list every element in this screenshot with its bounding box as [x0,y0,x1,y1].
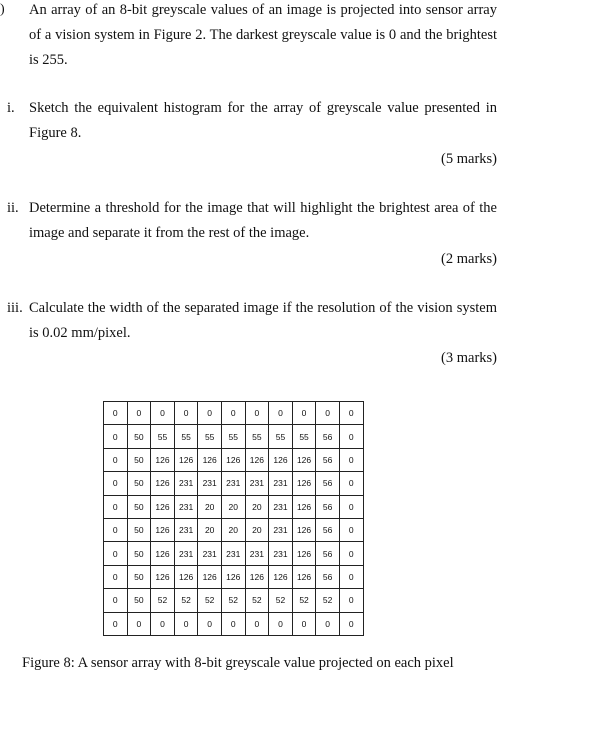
pixel-cell: 56 [316,495,340,518]
pixel-cell: 231 [245,542,269,565]
pixel-cell: 52 [316,589,340,612]
table-row [104,425,364,448]
pixel-cell: 0 [292,612,316,635]
pixel-cell: 126 [245,448,269,471]
question-i-marks: (5 marks) [441,151,497,167]
table-row [104,542,364,565]
pixel-cell: 0 [104,425,128,448]
pixel-cell: 126 [151,495,175,518]
pixel-cell: 126 [292,472,316,495]
pixel-cell: 0 [104,402,128,425]
pixel-cell: 0 [339,542,363,565]
pixel-cell: 0 [221,612,245,635]
pixel-cell: 0 [104,589,128,612]
pixel-cell: 231 [245,472,269,495]
pixel-cell: 0 [151,402,175,425]
pixel-cell: 50 [127,472,151,495]
pixel-cell: 0 [339,448,363,471]
pixel-cell: 231 [174,472,198,495]
pixel-cell: 55 [292,425,316,448]
question-iii-marks: (3 marks) [441,350,497,366]
pixel-cell: 231 [198,472,222,495]
pixel-cell: 126 [174,448,198,471]
pixel-cell: 55 [245,425,269,448]
pixel-cell: 231 [221,472,245,495]
pixel-cell: 231 [198,542,222,565]
pixel-cell: 50 [127,565,151,588]
pixel-cell: 52 [245,589,269,612]
table-row [104,402,364,425]
intro-marker: ) [0,2,5,17]
pixel-cell: 50 [127,448,151,471]
pixel-cell: 20 [198,518,222,541]
pixel-cell: 0 [198,612,222,635]
question-ii-text: Determine a threshold for the image that will highlight the brightest area of the image and separate it from the rest of the image. [29,200,497,241]
pixel-cell: 126 [245,565,269,588]
pixel-cell: 50 [127,542,151,565]
pixel-cell: 56 [316,518,340,541]
pixel-cell: 55 [174,425,198,448]
pixel-cell: 20 [245,495,269,518]
pixel-cell: 50 [127,589,151,612]
pixel-cell: 231 [269,472,293,495]
pixel-cell: 126 [174,565,198,588]
pixel-cell: 126 [292,495,316,518]
pixel-cell: 126 [151,472,175,495]
pixel-cell: 126 [198,448,222,471]
pixel-cell: 126 [151,542,175,565]
pixel-cell: 50 [127,495,151,518]
pixel-cell: 0 [292,402,316,425]
pixel-cell: 0 [104,518,128,541]
pixel-cell: 0 [245,612,269,635]
pixel-cell: 20 [245,518,269,541]
pixel-cell: 0 [198,402,222,425]
pixel-cell: 0 [339,495,363,518]
pixel-cell: 0 [104,472,128,495]
pixel-cell: 231 [174,495,198,518]
pixel-cell: 56 [316,448,340,471]
pixel-cell: 52 [221,589,245,612]
pixel-cell: 126 [292,448,316,471]
pixel-cell: 126 [269,448,293,471]
table-row [104,612,364,635]
pixel-cell: 52 [269,589,293,612]
pixel-cell: 52 [292,589,316,612]
pixel-cell: 126 [269,565,293,588]
question-i-text: Sketch the equivalent histogram for the array of greyscale value presented in Figure 8. [29,100,497,141]
pixel-cell: 50 [127,425,151,448]
pixel-cell: 0 [339,402,363,425]
pixel-cell: 0 [339,589,363,612]
pixel-cell: 52 [174,589,198,612]
pixel-cell: 50 [127,518,151,541]
pixel-cell: 0 [174,612,198,635]
pixel-cell: 0 [151,612,175,635]
pixel-cell: 55 [198,425,222,448]
pixel-cell: 56 [316,472,340,495]
pixel-cell: 126 [198,565,222,588]
pixel-cell: 0 [339,518,363,541]
pixel-cell: 0 [221,402,245,425]
pixel-cell: 0 [269,402,293,425]
pixel-cell: 52 [151,589,175,612]
pixel-cell: 56 [316,542,340,565]
pixel-cell: 0 [104,565,128,588]
pixel-cell: 126 [151,518,175,541]
pixel-cell: 20 [198,495,222,518]
pixel-cell: 0 [339,612,363,635]
pixel-cell: 0 [245,402,269,425]
pixel-cell: 126 [292,565,316,588]
pixel-cell: 0 [174,402,198,425]
pixel-cell: 20 [221,495,245,518]
table-row [104,448,364,471]
table-row [104,518,364,541]
pixel-cell: 126 [151,448,175,471]
intro-paragraph: An array of an 8-bit greyscale values of an image is projected into sensor array of a vision system in Figure 2. The darkest greyscale value is 0 and the brightest is 255. [29,2,497,68]
pixel-cell: 0 [104,448,128,471]
pixel-cell: 231 [174,518,198,541]
question-iii-number: iii. [7,300,23,316]
pixel-cell: 0 [104,542,128,565]
pixel-cell: 126 [151,565,175,588]
pixel-cell: 55 [221,425,245,448]
pixel-cell: 0 [316,402,340,425]
pixel-cell: 0 [339,565,363,588]
table-row [104,565,364,588]
question-i-number: i. [7,100,15,116]
pixel-cell: 55 [151,425,175,448]
pixel-cell: 231 [269,495,293,518]
pixel-cell: 231 [174,542,198,565]
pixel-cell: 231 [269,542,293,565]
question-iii-text: Calculate the width of the separated image if the resolution of the vision system is 0.02 mm/pixel. [29,300,497,341]
pixel-cell: 126 [292,542,316,565]
pixel-cell: 126 [292,518,316,541]
pixel-cell: 0 [127,402,151,425]
pixel-cell: 0 [127,612,151,635]
figure-caption: Figure 8: A sensor array with 8-bit greyscale value projected on each pixel [22,655,454,671]
pixel-cell: 0 [339,472,363,495]
sensor-array-body [104,402,364,636]
table-row [104,472,364,495]
pixel-cell: 0 [269,612,293,635]
table-row [104,495,364,518]
pixel-cell: 0 [104,612,128,635]
question-ii-number: ii. [7,200,19,216]
sensor-array-table [103,401,364,636]
pixel-cell: 0 [316,612,340,635]
pixel-cell: 0 [339,425,363,448]
pixel-cell: 126 [221,565,245,588]
pixel-cell: 231 [221,542,245,565]
table-row [104,589,364,612]
pixel-cell: 56 [316,425,340,448]
pixel-cell: 52 [198,589,222,612]
pixel-cell: 231 [269,518,293,541]
pixel-cell: 55 [269,425,293,448]
pixel-cell: 0 [104,495,128,518]
question-ii-marks: (2 marks) [441,251,497,267]
pixel-cell: 126 [221,448,245,471]
pixel-cell: 56 [316,565,340,588]
pixel-cell: 20 [221,518,245,541]
